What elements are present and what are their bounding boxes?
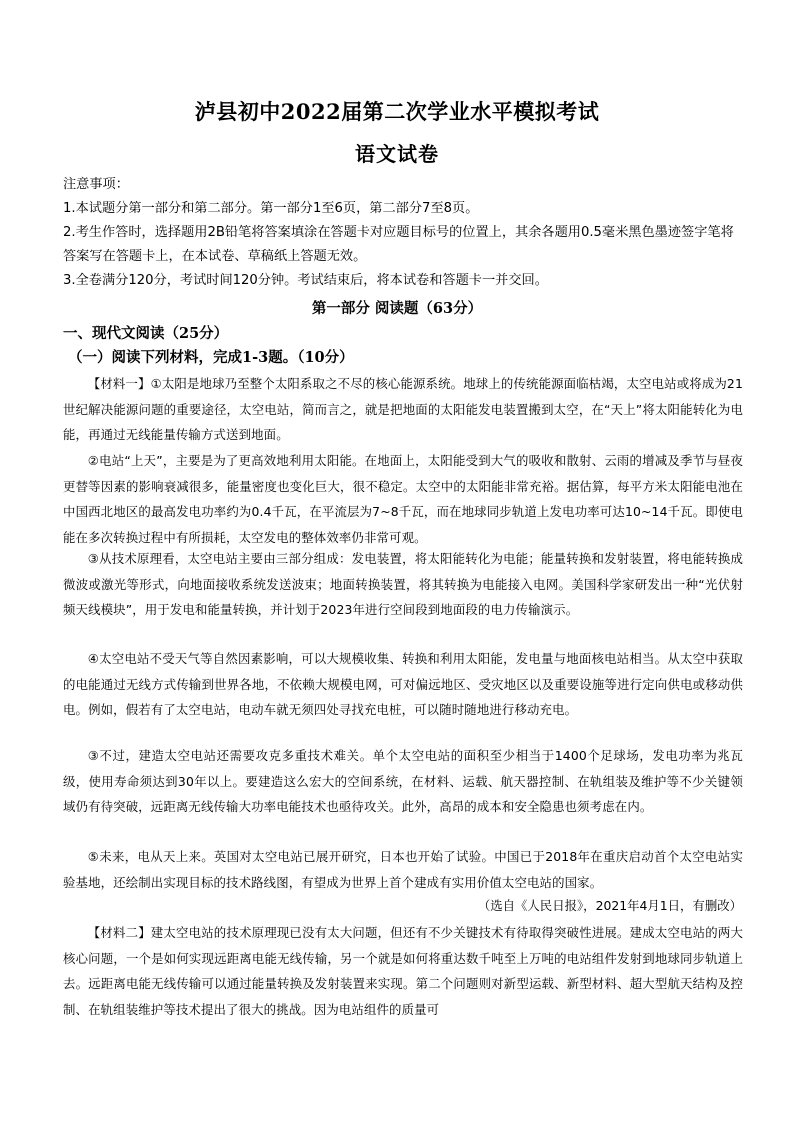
exam-subtitle: 语文试卷 — [355, 142, 439, 166]
subsection-heading: （一）阅读下列材料，完成1-3题。（10分） — [68, 349, 354, 366]
material-paragraph-2: ②电站“上天”，主要是为了更高效地利用太阳能。在地面上，太阳能受到大气的吸收和散射、云雨的增减及季节与昼夜更替等因素的影响衰减很多，能量密度也变化巨大，很不稳定。太空中的太阳能非常充裕。据估算，每平方米太阳能电池在中国西北地区的最高发电功率约为0.4千瓦，在平流层为7~8千瓦，而在地球同步轨道上发电功率可达10~14千瓦。即使电能在多次转换过程中有所损耗，太空发电的整体效率仍非常可观。 — [63, 453, 743, 545]
material-paragraph-1: 【材料一】①太阳是地球乃至整个太阳系取之不尽的核心能源系统。地球上的传统能源面临枯竭，太空电站或将成为21世纪解决能源问题的重要途径，太空电站，简而言之，就是把地面的太阳能发电装置搬到太空，在“天上”将太阳能转化为电能，再通过无线能量传输方式送到地面。 — [63, 376, 743, 442]
material-paragraph-6: ⑤未来，电从天上来。英国对太空电站已展开研究，日本也开始了试验。中国已于2018年在重庆启动首个太空电站实验基地，还绘制出实现目标的技术路线图，有望成为世界上首个建成有实用价值太空电站的国家。 — [63, 849, 743, 890]
material-paragraph-3: ③从技术原理看，太空电站主要由三部分组成：发电装置，将太阳能转化为电能；能量转换和发射装置，将电能转换成微波或激光等形式，向地面接收系统发送波束；地面转换装置，将其转换为电能接入电网。美国科学家研发出一种“光伏射频天线模块”，用于发电和能量转换，并计划于2023年进行空间段到地面段的电力传输演示。 — [63, 551, 743, 617]
notice-item-3: 3.全卷满分120分，考试时间120分钟。考试结束后，将本试卷和答题卡一并交回。 — [63, 273, 548, 288]
notice-item-2: 2.考生作答时，选择题用2B铅笔将答案填涂在答题卡对应题目标号的位置上，其余各题用0.5毫米黑色墨迹签字笔将答案写在答题卡上，在本试卷、草稿纸上答题无效。 — [63, 225, 734, 264]
exam-title: 泸县初中2022届第二次学业水平模拟考试 — [194, 99, 600, 124]
material-paragraph-7: 【材料二】建太空电站的技术原理现已没有太大问题，但还有不少关键技术有待取得突破性进展。建成太空电站的两大核心问题，一个是如何实现远距离电能无线传输，另一个就是如何将重达数千吨至上万吨的电站组件发射到地球同步轨道上去。远距离电能无线传输可以通过能量转换及发射装置来实现。第二个问题则对新型运载、新型材料、超大型航天结构及控制、在轨组装维护等技术提出了很大的挑战。因为电站组件的质量可 — [63, 925, 743, 1017]
source-citation: （选自《人民日报》，2021年4月1日，有删改） — [477, 898, 742, 913]
material-paragraph-4: ④太空电站不受天气等自然因素影响，可以大规模收集、转换和利用太阳能，发电量与地面核电站相当。从太空中获取的电能通过无线方式传输到世界各地，不依赖大规模电网，可对偏远地区、受灾地区以及重要设施等进行定向供电或移动供电。例如，假若有了太空电站，电动车就无须四处寻找充电桩，可以随时随地进行移动充电。 — [63, 651, 743, 717]
material-paragraph-5: ③不过，建造太空电站还需要攻克多重技术难关。单个太空电站的面积至少相当于1400个足球场，发电功率为兆瓦级，使用寿命须达到30年以上。要建造这么宏大的空间系统，在材料、运载、航天器控制、在轨组装及维护等不少关键领域仍有待突破，远距离无线传输大功率电能技术也亟待攻关。此外，高昂的成本和安全隐患也须考虑在内。 — [63, 748, 743, 814]
notice-item-1: 1.本试题分第一部分和第二部分。第一部分1至6页，第二部分7至8页。 — [63, 201, 479, 216]
section-heading: 一、现代文阅读（25分） — [63, 325, 229, 342]
notice-heading: 注意事项： — [63, 177, 129, 192]
part-one-heading: 第一部分 阅读题（63分） — [311, 300, 483, 317]
